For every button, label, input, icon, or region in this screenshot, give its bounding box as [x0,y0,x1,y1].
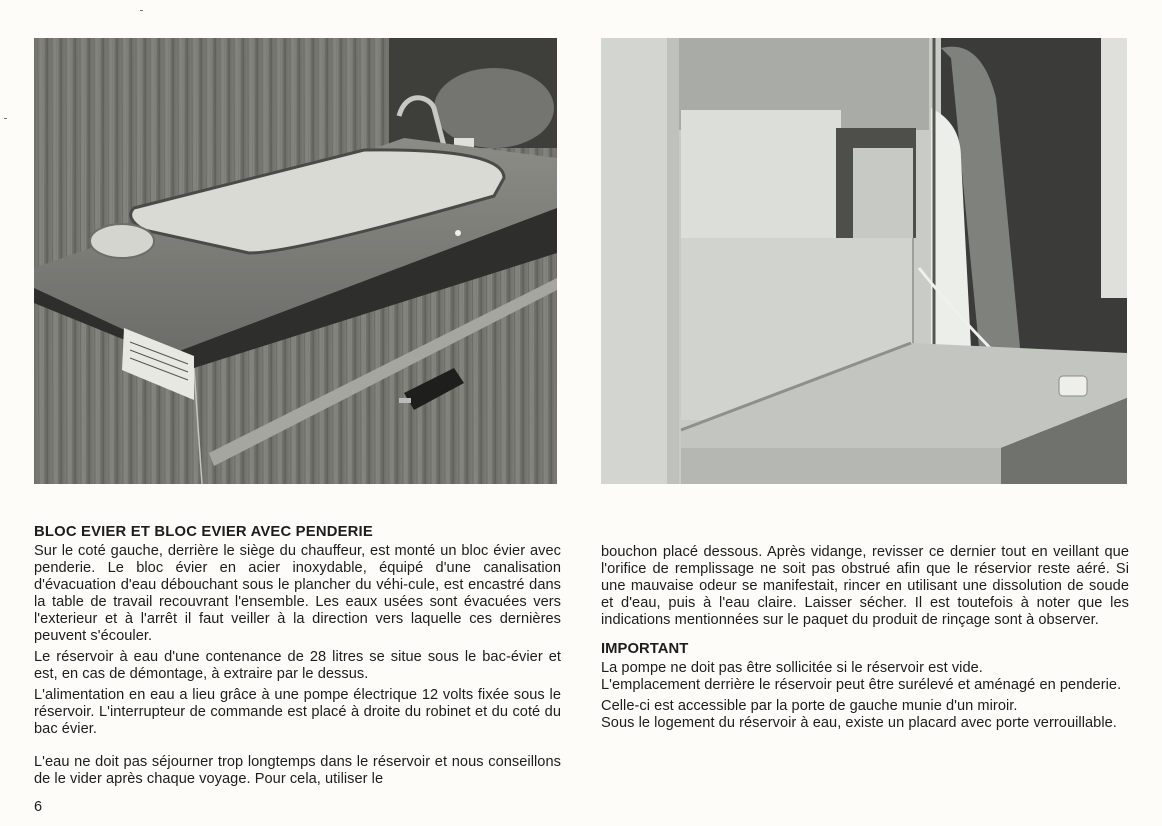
sink-unit-photo [34,38,557,484]
section-title: BLOC EVIER ET BLOC EVIER AVEC PENDERIE [34,524,373,540]
important-note-wardrobe: L'emplacement derrière le réservoir peut être surélevé et aménagé en penderie. [601,677,1122,693]
scan-mark [140,10,143,11]
water-tank-compartment-photo [601,38,1127,484]
important-note-mirror-door: Celle-ci est accessible par la porte de gauche munie d'un miroir. [601,698,1018,714]
left-text-column [34,524,561,792]
paragraph-sink-description: Sur le coté gauche, derrière le siège du chauffeur, est monté un bloc évier avec penderie. Le bloc évier en acier inoxydable, équipé d'une canalisation d'évacuation d'eau débouchant sous le plancher du véhi-cule, est encastré dans la table de travail recouvrant l'ensemble. Les eaux usées sont évacuées vers l'exterieur et à l'arrêt il faut veiller à la direction vers laquelle ces dernières peuvent s'écouler. [34,543,561,644]
important-heading: IMPORTANT [601,641,689,657]
tank-compartment-illustration [601,38,1127,484]
paragraph-tank-cleaning: bouchon placé dessous. Après vidange, revisser ce dernier tout en veillant que l'orifice de remplissage ne soit pas obstrué afin que le réservior reste aéré. Si une mauvaise odeur se manifestait, rincer en utilisant une dissolution de soude et d'eau, puis à l'eau claire. Laisser sécher. Il est toutefois à noter que les indications mentionnées sur le paquet du produit de rinçage sont à observer. [601,544,1129,628]
paragraph-tank-emptying: L'eau ne doit pas séjourner trop longtemps dans le réservoir et nous conseillons de le vider après chaque voyage. Pour cela, utiliser le [34,754,561,787]
right-text-column [601,544,1129,736]
important-note-pump: La pompe ne doit pas être sollicitée si le réservoir est vide. [601,660,983,676]
important-note-cupboard: Sous le logement du réservoir à eau, existe un placard avec porte verrouillable. [601,715,1117,731]
page-number: 6 [34,799,43,815]
paragraph-water-tank: Le réservoir à eau d'une contenance de 28 litres se situe sous le bac-évier et est, en cas de démontage, à extraire par le dessus. [34,649,561,682]
paragraph-water-pump: L'alimentation en eau a lieu grâce à une pompe électrique 12 volts fixée sous le réservoir. L'interrupteur de commande est placé à droite du robinet et du coté du bac évier. [34,687,561,737]
sink-unit-illustration [34,38,557,484]
scan-mark [4,118,7,119]
